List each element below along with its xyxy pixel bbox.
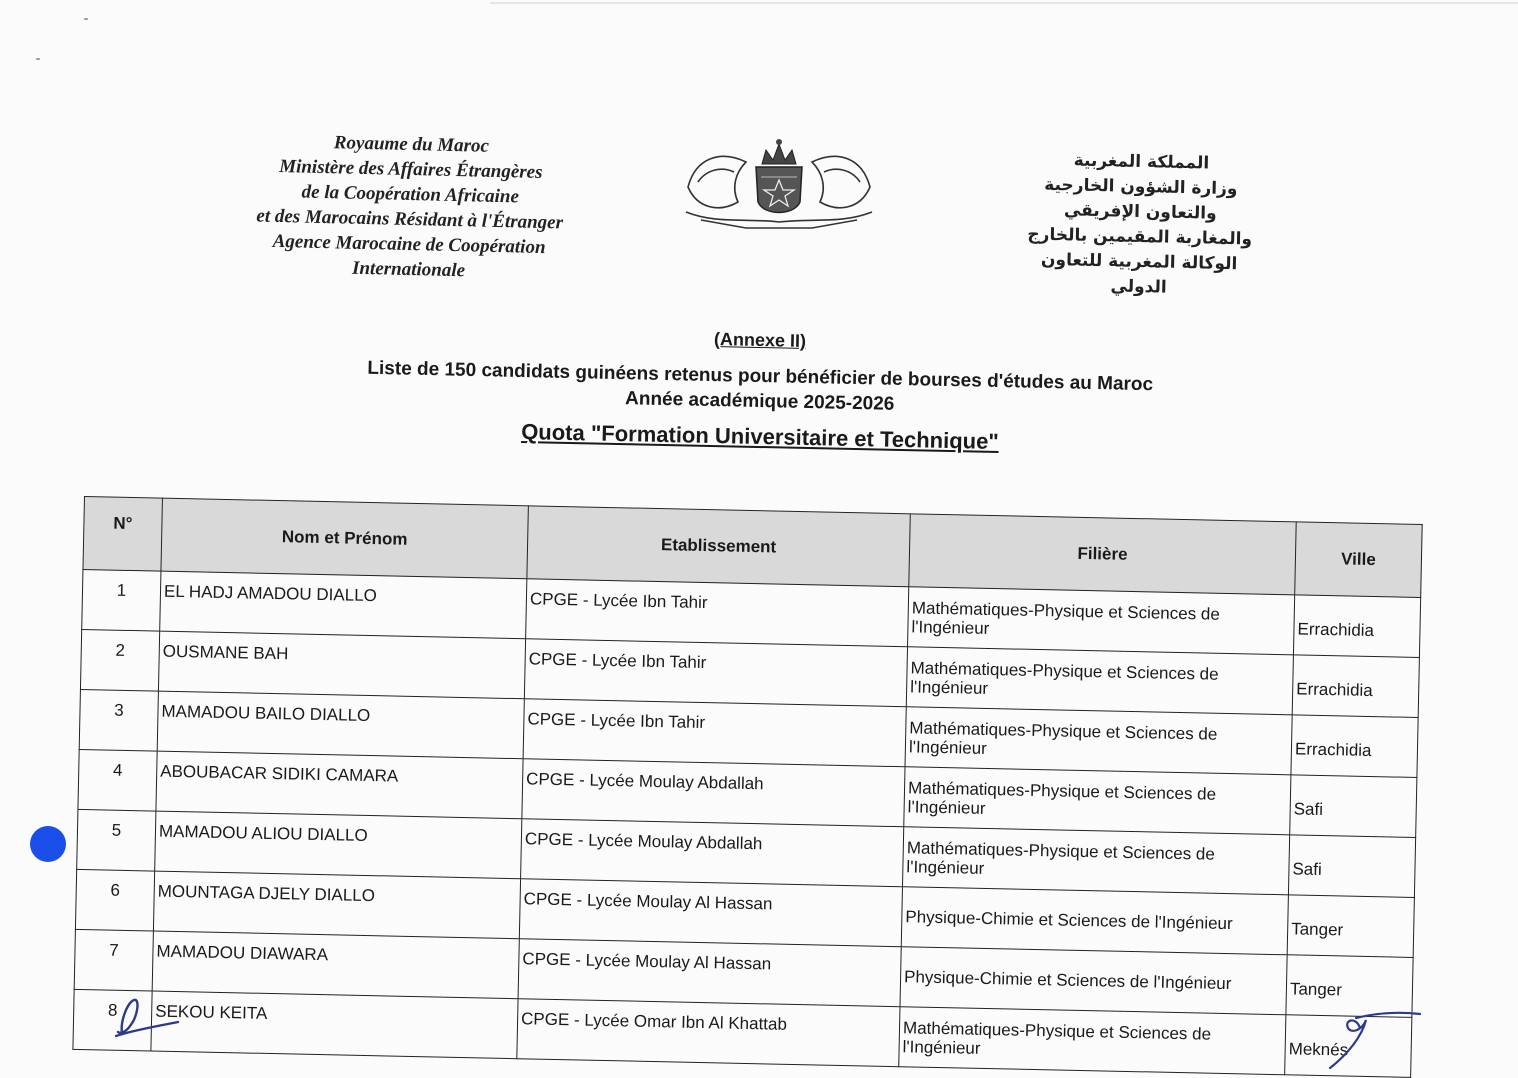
column-header-etablissement: Etablissement	[527, 506, 910, 587]
arabic-letterhead	[923, 145, 1356, 305]
letterhead-line: et des Marocains Résidant à l'Étranger	[256, 205, 564, 234]
letterhead-line: Internationale	[351, 257, 466, 282]
letterhead-line: والمغاربة المقيمين بالخارج	[1027, 224, 1253, 250]
filiere-cell: Mathématiques-Physique et Sciences de l'Ingénieur	[899, 1007, 1286, 1075]
letterhead-line: والتعاون الإفريقي	[1063, 200, 1217, 224]
quota-heading: Quota "Formation Universitaire et Technique"	[520, 419, 1000, 454]
filiere-cell: Mathématiques-Physique et Sciences de l'Ingénieur	[902, 827, 1289, 895]
candidate-name: MAMADOU ALIOU DIALLO	[155, 811, 522, 879]
moroccan-coat-of-arms-emblem	[676, 132, 882, 232]
ville-cell: Meknés	[1285, 1015, 1412, 1078]
title-line: Liste de 150 candidats guinéens retenus pour bénéficier de bourses d'études au Maroc	[367, 357, 1154, 396]
filiere-cell: Mathématiques-Physique et Sciences de l'Ingénieur	[908, 587, 1295, 655]
etablissement-cell: CPGE - Lycée Ibn Tahir	[523, 699, 906, 767]
column-header-filiere: Filière	[909, 514, 1296, 595]
candidate-name: MAMADOU DIAWARA	[152, 931, 519, 999]
candidate-name: EL HADJ AMADOU DIALLO	[160, 571, 527, 639]
document-title	[280, 354, 1241, 424]
filiere-cell: Physique-Chimie et Sciences de l'Ingénieur	[901, 887, 1288, 955]
row-number: 6	[75, 869, 154, 931]
etablissement-cell: CPGE - Lycée Ibn Tahir	[526, 579, 909, 647]
column-header-ville: Ville	[1295, 522, 1423, 598]
french-letterhead	[173, 127, 646, 288]
blue-dot-marker	[30, 826, 66, 862]
filiere-cell: Mathématiques-Physique et Sciences de l'Ingénieur	[906, 647, 1293, 715]
ville-cell: Errachidia	[1293, 595, 1420, 658]
row-number: 1	[82, 569, 161, 631]
letterhead-line: الدولي	[1110, 276, 1167, 298]
letterhead-line: Ministère des Affaires Étrangères	[278, 156, 543, 183]
ville-cell: Errachidia	[1291, 715, 1418, 778]
letterhead-line: المملكة المغربية	[1073, 150, 1210, 174]
ville-cell: Tanger	[1286, 955, 1413, 1018]
ville-cell: Safi	[1288, 835, 1415, 898]
right-initials-signature	[1320, 1006, 1430, 1076]
candidate-name: ABOUBACAR SIDIKI CAMARA	[156, 751, 523, 819]
row-number: 8	[73, 989, 152, 1051]
left-initials-signature	[110, 990, 190, 1050]
letterhead-line: الوكالة المغربية للتعاون	[1040, 249, 1238, 275]
row-number: 5	[77, 809, 156, 871]
scan-speck	[36, 58, 40, 60]
etablissement-cell: CPGE - Lycée Moulay Abdallah	[521, 819, 904, 887]
row-number: 4	[78, 749, 157, 811]
filiere-cell: Physique-Chimie et Sciences de l'Ingénieur	[900, 947, 1287, 1015]
row-number: 2	[80, 629, 159, 691]
ville-cell: Errachidia	[1292, 655, 1419, 718]
ville-cell: Tanger	[1287, 895, 1414, 958]
annex-label: (Annexe II)	[713, 329, 807, 351]
row-number: 3	[79, 689, 158, 751]
candidate-name: OUSMANE BAH	[158, 631, 525, 699]
scan-edge-line	[490, 2, 1518, 4]
column-header-number: N°	[83, 497, 163, 572]
candidate-name: SEKOU KEITA	[151, 991, 518, 1059]
academic-year-line: Année académique 2025-2026	[624, 388, 895, 415]
letterhead-line: de la Coopération Africaine	[301, 181, 520, 208]
candidate-name: MAMADOU BAILO DIALLO	[157, 691, 524, 759]
column-header-name: Nom et Prénom	[161, 498, 528, 579]
filiere-cell: Mathématiques-Physique et Sciences de l'Ingénieur	[904, 767, 1291, 835]
scan-speck	[84, 18, 88, 20]
candidates-table	[72, 496, 1422, 1078]
letterhead-line: Agence Marocaine de Coopération	[272, 230, 546, 259]
etablissement-cell: CPGE - Lycée Moulay Al Hassan	[518, 939, 901, 1007]
ville-cell: Safi	[1290, 775, 1417, 838]
candidate-name: MOUNTAGA DJELY DIALLO	[153, 871, 520, 939]
candidates-table-container	[72, 496, 1422, 1078]
row-number: 7	[74, 929, 153, 991]
etablissement-cell: CPGE - Lycée Moulay Abdallah	[522, 759, 905, 827]
etablissement-cell: CPGE - Lycée Moulay Al Hassan	[519, 879, 902, 947]
letterhead-line: Royaume du Maroc	[333, 132, 490, 157]
filiere-cell: Mathématiques-Physique et Sciences de l'Ingénieur	[905, 707, 1292, 775]
etablissement-cell: CPGE - Lycée Ibn Tahir	[524, 639, 907, 707]
letterhead-line: وزارة الشؤون الخارجية	[1044, 174, 1238, 200]
etablissement-cell: CPGE - Lycée Omar Ibn Al Khattab	[517, 999, 900, 1067]
